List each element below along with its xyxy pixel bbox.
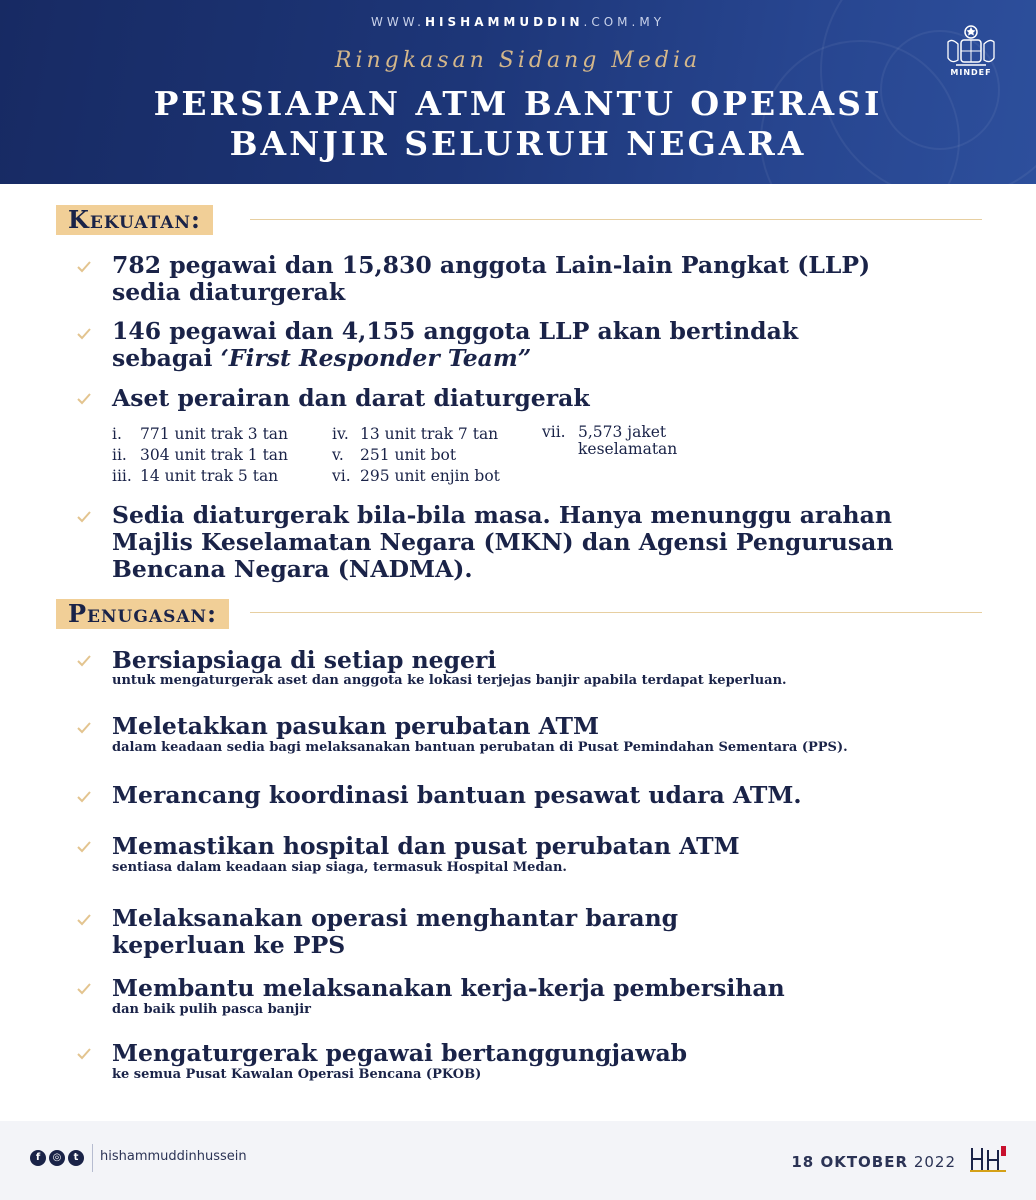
item-text-line: sedia diaturgerak <box>112 278 346 306</box>
kekuatan-item-4 <box>112 502 992 583</box>
asset-text: 5,573 jaket <box>578 423 667 441</box>
kekuatan-item-3 <box>112 385 992 412</box>
website-url[interactable]: WWW.HISHAMMUDDIN.COM.MY <box>370 15 666 29</box>
asset-item <box>542 424 677 458</box>
asset-number: iii. <box>112 467 132 485</box>
kekuatan-item-1 <box>112 252 992 306</box>
check-icon <box>76 982 92 996</box>
first-responder-team-text: ‘First Responder Team” <box>220 344 532 372</box>
check-icon <box>76 392 92 406</box>
kekuatan-item-2 <box>112 318 992 372</box>
check-icon <box>76 654 92 668</box>
asset-text: 13 unit trak 7 tan <box>360 425 499 443</box>
asset-text: 295 unit enjin bot <box>360 467 500 485</box>
check-icon <box>76 913 92 927</box>
penugasan-item-6-detail: dan baik pulih pasca banjir <box>112 1002 312 1017</box>
check-icon <box>76 510 92 524</box>
penugasan-item-2: Meletakkan pasukan perubatan ATM <box>112 712 600 740</box>
asset-text: 304 unit trak 1 tan <box>140 446 289 464</box>
item-text-line: Aset perairan dan darat diaturgerak <box>112 384 590 412</box>
penugasan-item-7-detail: ke semua Pusat Kawalan Operasi Bencana (PKOB) <box>112 1067 482 1082</box>
asset-number: v. <box>332 446 344 464</box>
section-label-kekuatan: Kekuatan: <box>56 205 213 235</box>
asset-number: i. <box>112 425 122 443</box>
item-text-line: Bencana Negara (NADMA). <box>112 555 473 583</box>
twitter-icon[interactable]: t <box>68 1150 84 1166</box>
section-divider <box>250 219 982 220</box>
publish-date <box>780 1153 956 1171</box>
social-handle[interactable]: hishammuddinhussein <box>100 1149 247 1164</box>
penugasan-item-4-detail: sentiasa dalam keadaan siap siaga, termasuk Hospital Medan. <box>112 860 567 875</box>
date-day-month: 18 OKTOBER <box>791 1153 909 1171</box>
footer-divider <box>92 1144 93 1172</box>
asset-item <box>112 424 288 444</box>
asset-text: keselamatan <box>578 440 678 458</box>
asset-text: 251 unit bot <box>360 446 457 464</box>
check-icon <box>76 327 92 341</box>
header-subtitle: Ringkasan Sidang Media <box>334 48 702 73</box>
asset-item <box>332 424 498 444</box>
asset-item <box>112 466 278 486</box>
penugasan-item-1-detail: untuk mengaturgerak aset dan anggota ke lokasi terjejas banjir apabila terdapat keperluan. <box>112 673 787 688</box>
asset-text: 771 unit trak 3 tan <box>140 425 289 443</box>
title-line-1: PERSIAPAN ATM BANTU OPERASI <box>153 84 883 123</box>
check-icon <box>76 260 92 274</box>
hh-logo-icon <box>968 1144 1010 1174</box>
date-year: 2022 <box>913 1153 956 1171</box>
asset-text: 14 unit trak 5 tan <box>140 467 279 485</box>
item-text-plain: sebagai <box>112 344 221 372</box>
asset-item <box>332 445 456 465</box>
asset-number: vii. <box>542 423 566 441</box>
crest-label: MINDEF <box>950 68 992 77</box>
asset-item <box>112 445 288 465</box>
asset-item <box>332 466 500 486</box>
section-divider <box>250 612 982 613</box>
title-line-2: BANJIR SELURUH NEGARA <box>229 124 807 163</box>
item-text-line <box>112 345 992 372</box>
item-text-line: 782 pegawai dan 15,830 anggota Lain-lain Pangkat (LLP) <box>112 251 871 279</box>
penugasan-item-6: Membantu melaksanakan kerja-kerja pembersihan <box>112 974 785 1002</box>
penugasan-item-1: Bersiapsiaga di setiap negeri <box>112 646 497 674</box>
check-icon <box>76 721 92 735</box>
item-text-line: 146 pegawai dan 4,155 anggota LLP akan bertindak <box>112 317 799 345</box>
asset-number: ii. <box>112 446 127 464</box>
check-icon <box>76 1047 92 1061</box>
item-text-line: Melaksanakan operasi menghantar barang <box>112 904 679 932</box>
item-text-line: Majlis Keselamatan Negara (MKN) dan Agensi Pengurusan <box>112 528 894 556</box>
penugasan-item-2-detail: dalam keadaan sedia bagi melaksanakan bantuan perubatan di Pusat Pemindahan Sementara (PPS). <box>112 740 848 755</box>
penugasan-item-3: Merancang koordinasi bantuan pesawat udara ATM. <box>112 781 802 809</box>
facebook-icon[interactable]: f <box>30 1150 46 1166</box>
check-icon <box>76 790 92 804</box>
section-label-penugasan: Penugasan: <box>56 599 229 629</box>
penugasan-item-5 <box>112 905 992 959</box>
asset-number: iv. <box>332 425 349 443</box>
asset-number: vi. <box>332 467 351 485</box>
instagram-icon[interactable]: ◎ <box>49 1150 65 1166</box>
page-title <box>0 84 1036 164</box>
item-text-line: Sedia diaturgerak bila-bila masa. Hanya menunggu arahan <box>112 501 892 529</box>
penugasan-item-7: Mengaturgerak pegawai bertanggungjawab <box>112 1039 688 1067</box>
check-icon <box>76 840 92 854</box>
penugasan-item-4: Memastikan hospital dan pusat perubatan ATM <box>112 832 740 860</box>
item-text-line: keperluan ke PPS <box>112 931 346 959</box>
